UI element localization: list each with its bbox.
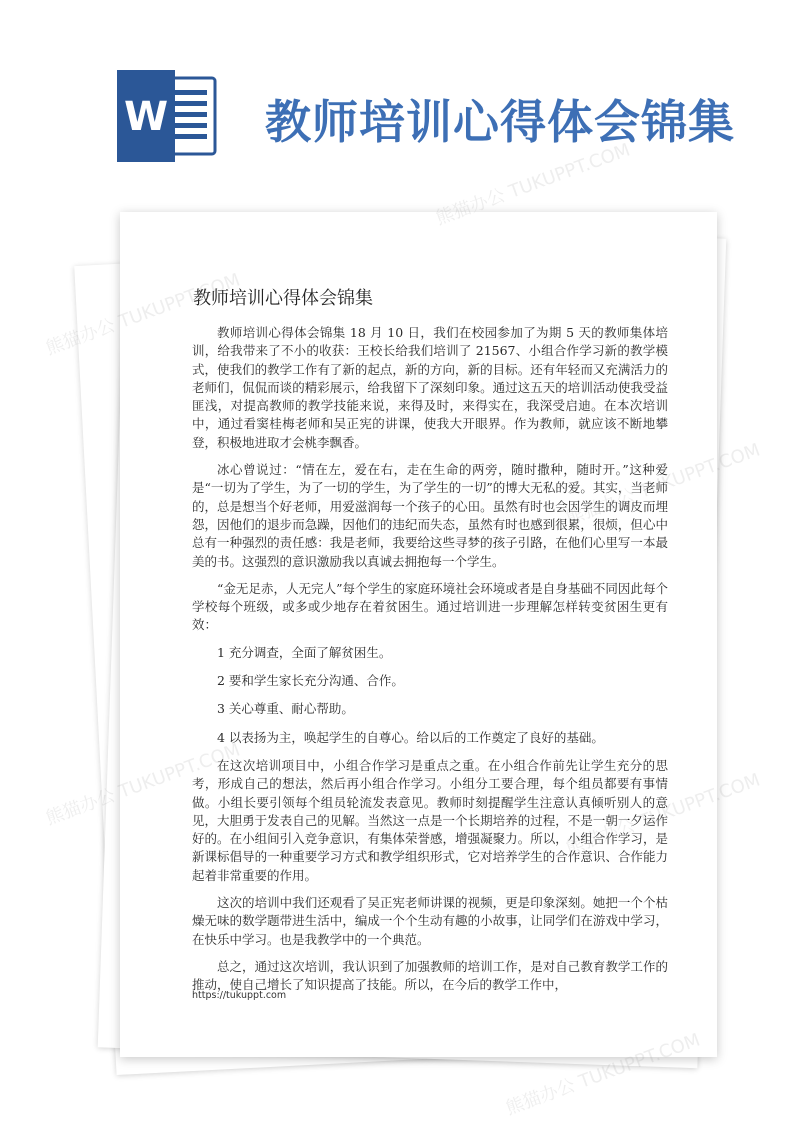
watermark: 熊猫办公 TUKUPPT.COM: [503, 1029, 703, 1120]
list-item: 2 要和学生家长充分沟通、合作。: [217, 673, 404, 689]
paragraph: 总之，通过这次培训，我认识到了加强教师的培训工作，是对自己教育教学工作的推动，使自己增长了知识提高了技能。所以，在今后的教学工作中，: [192, 958, 668, 993]
paragraph: 教师培训心得体会锦集 18 月 10 日，我们在校园参加了为期 5 天的教师集体培训，给我带来了不小的收获：王校长给我们培训了 21567、小组合作学习新的教学模式，使我们的教学工作有了新的起点，新的方向，新的目标。还有年轻而又充满活力的老师们，侃侃而谈的精彩展示，给我留下了深刻印象。通过这五天的培训活动使我受益匪浅，对提高教师的教学技能来说，来得及时，来得实在，我深受启迪。在本次培训中，通过看窦桂梅老师和吴正宪的讲课，使我大开眼界。作为教师，就应该不断地攀登，积极地进取才会桃李飘香。: [192, 325, 668, 450]
banner-title: 教师培训心得体会锦集: [265, 95, 735, 149]
paragraph: 这次的培训中我们还观看了吴正宪老师讲课的视频，更是印象深刻。她把一个个枯燥无味的数学题带进生活中，编成一个个生动有趣的小故事，让同学们在游戏中学习，在快乐中学习。也是我教学中的一个典范。: [192, 895, 668, 947]
list-item: 3 关心尊重、耐心帮助。: [217, 701, 354, 717]
footer-url[interactable]: https://tukuppt.com: [192, 990, 287, 1001]
document-title: 教师培训心得体会锦集: [193, 288, 373, 309]
paragraph: 在这次培训项目中，小组合作学习是重点之重。在小组合作前先让学生充分的思考，形成自己的想法，然后再小组合作学习。小组分工要合理，每个组员都要有事情做。小组长要引领每个组员轮流发表意见。教师时刻提醒学生注意认真倾听别人的意见，大胆勇于发表自己的见解。当然这一点是一个长期培养的过程，不是一朝一夕运作好的。在小组间引入竞争意识，有集体荣誉感，增强凝聚力。所以，小组合作学习，是新课标倡导的一种重要学习方式和教学组织形式，它对培养学生的合作意识、合作能力起着非常重要的作用。: [192, 757, 668, 883]
word-icon-letter: W: [123, 94, 169, 140]
banner: [0, 0, 800, 200]
watermark: 熊猫办公: [43, 784, 118, 830]
paragraph: “金无足赤，人无完人”每个学生的家庭环境社会环境或者是自身基础不同因此每个学校每个班级，或多或少地存在着贫困生。通过培训进一步理解怎样转变贫困生更有效：: [192, 580, 668, 633]
list-item: 1 充分调查，全面了解贫困生。: [217, 644, 392, 660]
list-item: 4 以表扬为主，唤起学生的自尊心。给以后的工作奠定了良好的基础。: [217, 729, 604, 745]
word-document-icon: [113, 70, 221, 162]
paragraph: 冰心曾说过：“情在左，爱在右，走在生命的两旁，随时撒种，随时开。”这种爱是“一切为了学生，为了一切的学生，为了学生的一切”的博大无私的爱。其实，当老师的，总是想当个好老师，用爱滋润每一个孩子的心田。虽然有时也会因学生的调皮而埋怨，因他们的退步而急躁，因他们的违纪而失态，虽然有时也感到很累，很烦，但心中总有一种强烈的责任感：我是老师，我要给这些寻梦的孩子引路，在他们心里写一本最美的书。这强烈的意识激励我以真诚去拥抱每一个学生。: [192, 462, 668, 569]
document-page: [120, 212, 717, 1057]
document-body: [192, 324, 668, 1004]
